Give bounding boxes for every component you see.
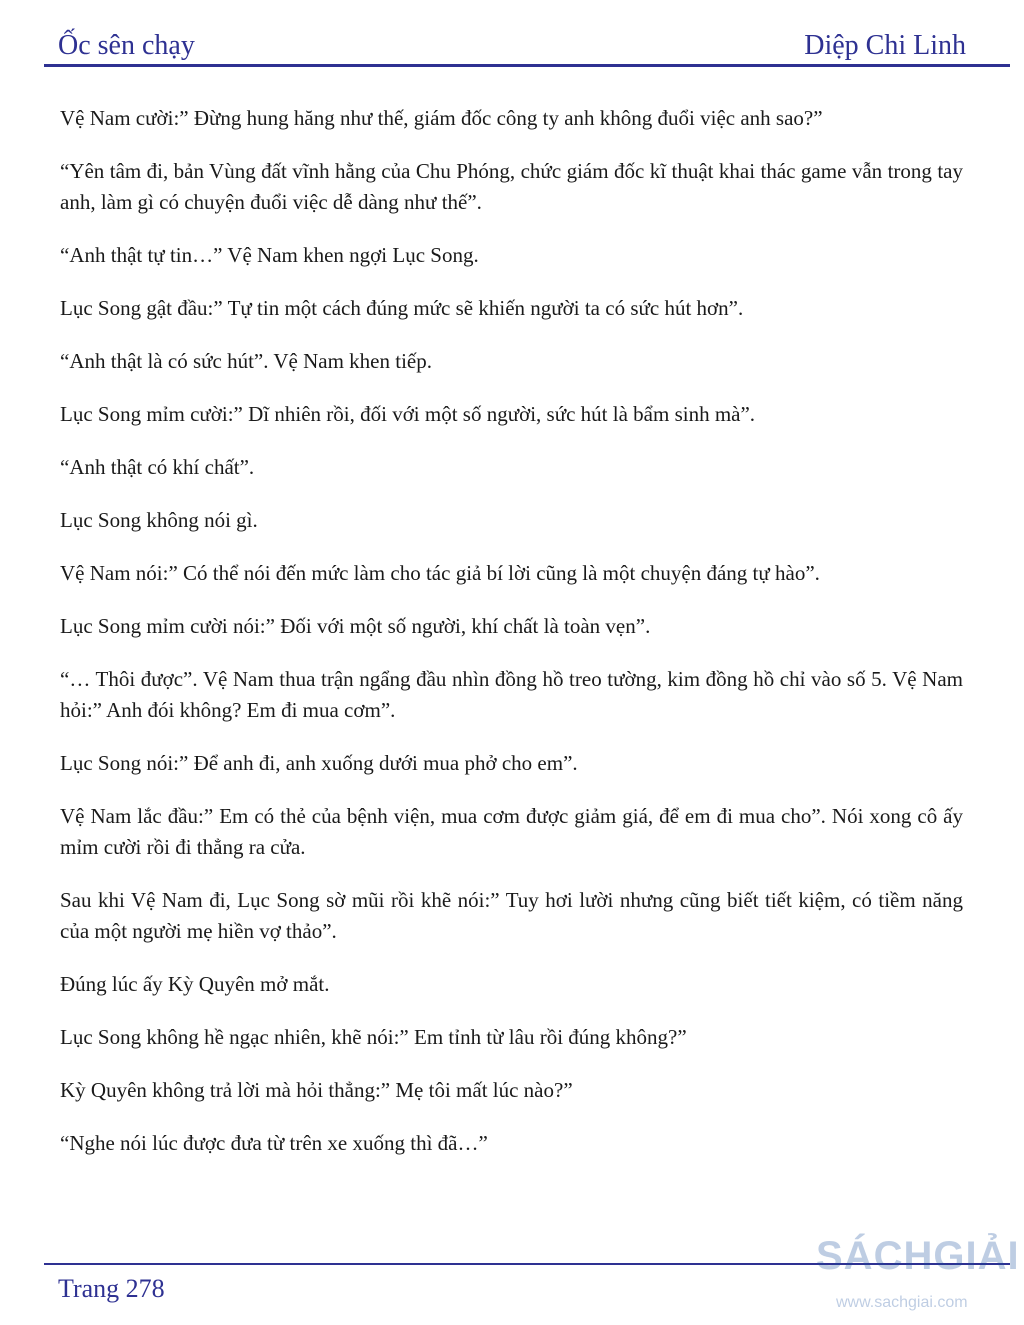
paragraph: “… Thôi được”. Vệ Nam thua trận ngẩng đầu nhìn đồng hồ treo tường, kim đồng hồ chỉ vào số 5. Vệ Nam hỏi:” Anh đói không? Em đi mua cơm”.: [60, 667, 963, 722]
paragraph: Lục Song mỉm cười nói:” Đối với một số người, khí chất là toàn vẹn”.: [60, 614, 651, 638]
watermark: [816, 1234, 1020, 1314]
watermark-logo: SÁCHGIẢI: [816, 1234, 1020, 1278]
page-header: [58, 22, 966, 62]
watermark-url: www.sachgiai.com: [836, 1294, 968, 1311]
paragraph: “Anh thật tự tin…” Vệ Nam khen ngợi Lục Song.: [60, 243, 479, 267]
paragraph: Lục Song không nói gì.: [60, 508, 258, 532]
paragraph: Lục Song không hề ngạc nhiên, khẽ nói:” Em tỉnh từ lâu rồi đúng không?”: [60, 1025, 687, 1049]
paragraph: “Anh thật có khí chất”.: [60, 455, 255, 479]
paragraph: “Nghe nói lúc được đưa từ trên xe xuống thì đã…”: [60, 1131, 488, 1155]
paragraph: Vệ Nam lắc đầu:” Em có thẻ của bệnh viện, mua cơm được giảm giá, để em đi mua cho”. Nói xong cô ấy mỉm cười rồi đi thẳng ra cửa.: [60, 804, 963, 859]
paragraph: Đúng lúc ấy Kỳ Quyên mở mắt.: [60, 972, 330, 996]
paragraph: Sau khi Vệ Nam đi, Lục Song sờ mũi rồi khẽ nói:” Tuy hơi lười nhưng cũng biết tiết kiệm, có tiềm năng của một người mẹ hiền vợ thảo”.: [60, 888, 963, 943]
paragraph: Lục Song gật đầu:” Tự tin một cách đúng mức sẽ khiến người ta có sức hút hơn”.: [60, 296, 744, 320]
paragraph: Lục Song nói:” Để anh đi, anh xuống dưới mua phở cho em”.: [60, 751, 578, 775]
paragraph: Kỳ Quyên không trả lời mà hỏi thẳng:” Mẹ tôi mất lúc nào?”: [60, 1078, 573, 1102]
page-body: [60, 103, 963, 1181]
book-title: Ốc sên chạy: [58, 30, 195, 61]
page-number: Trang 278: [58, 1274, 165, 1303]
paragraph: Vệ Nam nói:” Có thể nói đến mức làm cho tác giả bí lời cũng là một chuyện đáng tự hào”.: [60, 561, 820, 585]
paragraph: Vệ Nam cười:” Đừng hung hăng như thế, giám đốc công ty anh không đuổi việc anh sao?”: [60, 106, 823, 130]
paragraph: “Anh thật là có sức hút”. Vệ Nam khen tiếp.: [60, 349, 432, 373]
paragraph: “Yên tâm đi, bản Vùng đất vĩnh hằng của Chu Phóng, chức giám đốc kĩ thuật khai thác game vẫn trong tay anh, làm gì có chuyện đuổi việc dễ dàng như thế”.: [60, 159, 963, 214]
header-divider: [44, 64, 1010, 67]
author-name: Diệp Chi Linh: [804, 30, 966, 61]
paragraph: Lục Song mỉm cười:” Dĩ nhiên rồi, đối với một số người, sức hút là bẩm sinh mà”.: [60, 402, 756, 426]
